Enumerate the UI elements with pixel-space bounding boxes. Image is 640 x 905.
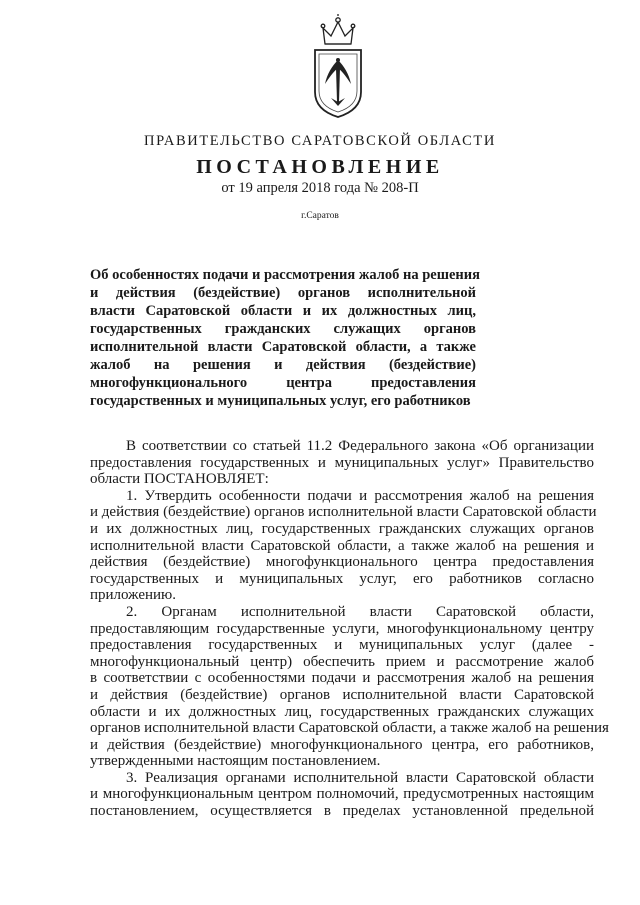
document-type: ПОСТАНОВЛЕНИЕ [196,156,444,178]
body-line: многофункциональный центр) обеспечить прием и рассмотрение жалоб [90,653,594,670]
body-line: и их должностных лиц, государственных гражданских служащих органов [90,520,594,537]
body-line: 1. Утвердить особенности подачи и рассмотрения жалоб на решения [126,487,594,504]
subject-line: власти Саратовской области и их должностных лиц, [90,303,476,319]
subject-line: государственных и муниципальных услуг, его работников [90,393,471,409]
body-line: утвержденными настоящим постановлением. [90,753,381,770]
subject-line: государственных гражданских служащих органов [90,321,476,337]
subject-line: жалоб на решения и действия (бездействие) [90,357,476,373]
body-line: области и их должностных лиц, государственных гражданских служащих [90,703,594,720]
body-line: области ПОСТАНОВЛЯЕТ: [90,471,269,488]
body-line: и многофункциональным центром полномочий, предусмотренных настоящим [90,786,594,803]
document-city: г.Саратов [301,211,339,221]
subject-line: и действия (бездействие) органов исполнительной [90,285,476,301]
body-line: и действия (бездействие) органов исполнительной власти Саратовской области [90,504,597,521]
document-subject [90,266,480,410]
body-line: В соответствии со статьей 11.2 Федерального закона «Об организации [126,438,594,454]
body-line: и действия (бездействие) многофункционального центра, его работников, [90,736,594,753]
document-date-number: от 19 апреля 2018 года № 208-П [221,180,419,196]
body-line: действия (бездействие) многофункционального центра предоставления [90,554,594,571]
saratov-coat-of-arms-icon [307,14,369,119]
subject-line: Об особенностях подачи и рассмотрения жалоб на решения [90,267,480,283]
body-line: предоставления государственных и муниципальных услуг (далее - [90,637,594,654]
body-line: приложению. [90,587,177,604]
body-line: 3. Реализация органами исполнительной власти Саратовской области [126,769,594,786]
document-body [90,438,609,820]
government-name: ПРАВИТЕЛЬСТВО САРАТОВСКОЙ ОБЛАСТИ [144,133,496,149]
body-line: и действия (бездействие) органов исполнительной власти Саратовской [90,686,594,703]
body-line: предоставляющим государственные услуги, многофункциональному центру [90,620,594,637]
body-line: государственных и муниципальных услуг, его работников согласно [90,570,594,587]
subject-line: исполнительной власти Саратовской области, а также [90,339,476,355]
body-line: в соответствии с особенностями подачи и рассмотрения жалоб на решения [90,670,594,687]
body-line: органов исполнительной власти Саратовской области, а также жалоб на решения [90,720,609,737]
body-line: предоставления государственных и муниципальных услуг» Правительство [90,454,594,471]
body-line: исполнительной власти Саратовской области, а также жалоб на решения и [90,537,594,554]
body-line: 2. Органам исполнительной власти Саратовской области, [126,603,594,620]
body-line: постановлением, осуществляется в пределах установленной предельной [90,803,594,820]
subject-line: многофункционального центра предоставления [90,375,476,391]
